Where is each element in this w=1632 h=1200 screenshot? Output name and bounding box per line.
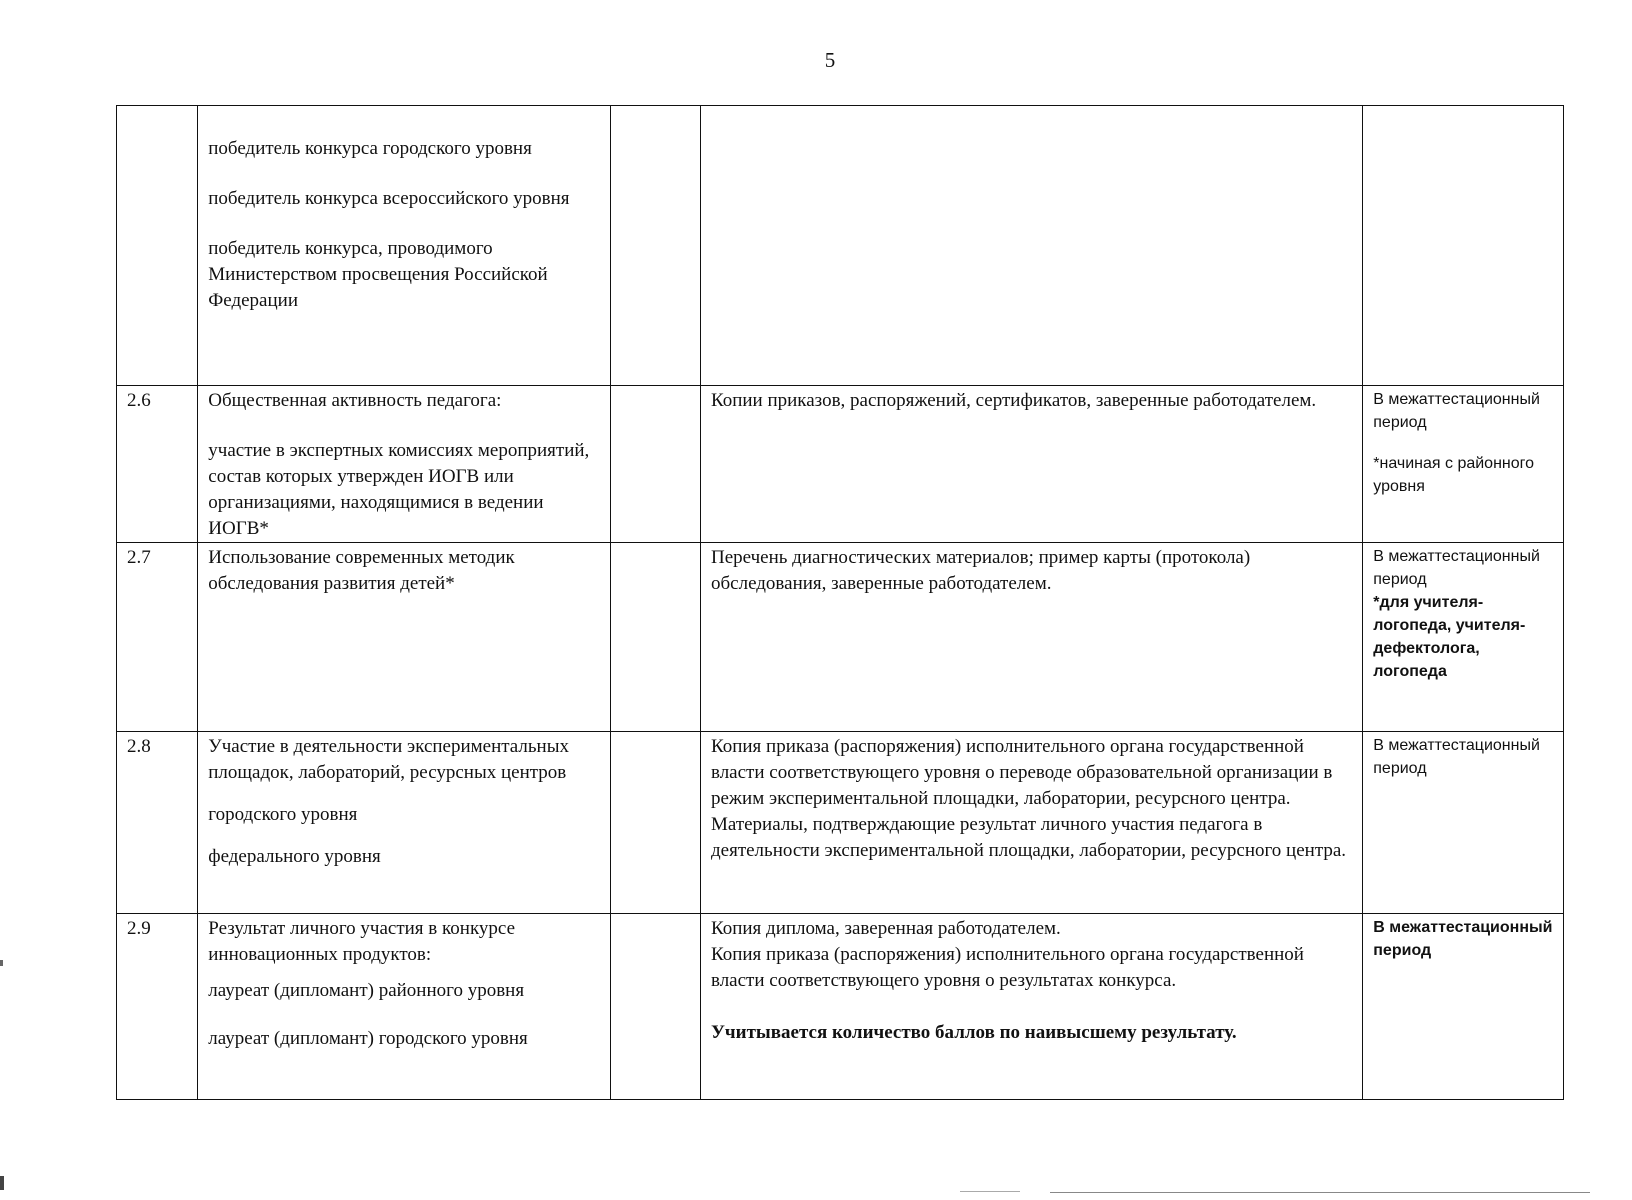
scan-edge-mark — [0, 1176, 4, 1190]
table-row — [117, 732, 1564, 914]
score-cell — [610, 386, 700, 543]
criteria-item: участие в экспертных комиссиях мероприятий, состав которых утвержден ИОГВ или организациями, находящимися в ведении ИОГВ* — [208, 440, 590, 539]
scan-edge-mark — [0, 960, 3, 966]
period-note: *начиная с районного уровня — [1373, 455, 1535, 495]
scan-artifact-line — [1050, 1192, 1590, 1193]
criteria-item: федерального уровня — [208, 846, 381, 867]
period-note: *для учителя-логопеда, учителя-дефектолога, логопеда — [1373, 594, 1526, 680]
criteria-title: Участие в деятельности экспериментальных площадок, лабораторий, ресурсных центров — [208, 736, 569, 783]
criteria-title: Общественная активность педагога: — [208, 390, 502, 411]
period-cell — [1363, 543, 1564, 732]
criteria-item: лауреат (дипломант) городского уровня — [208, 1028, 528, 1049]
table-row — [117, 106, 1564, 386]
score-cell — [610, 106, 700, 386]
documents-cell — [700, 543, 1362, 732]
criteria-cell — [198, 386, 610, 543]
page-number: 5 — [824, 48, 836, 72]
criteria-item: победитель конкурса, проводимого Министерством просвещения Российской Федерации — [208, 238, 548, 311]
period-cell — [1363, 386, 1564, 543]
criteria-item: городского уровня — [208, 804, 358, 825]
row-number-cell — [117, 106, 198, 386]
criteria-item: победитель конкурса всероссийского уровня — [208, 188, 570, 209]
document-text: Материалы, подтверждающие результат личного участия педагога в деятельности экспериментальной площадки, лаборатории, ресурсного центра. — [710, 814, 1347, 861]
period-text: В межаттестационный период — [1373, 919, 1553, 959]
criteria-cell — [198, 106, 610, 386]
period-cell — [1363, 106, 1564, 386]
table-row — [117, 386, 1564, 543]
score-cell — [610, 543, 700, 732]
criteria-table — [116, 105, 1564, 1100]
documents-cell — [700, 914, 1362, 1100]
criteria-title: Результат личного участия в конкурсе инновационных продуктов: — [208, 918, 516, 965]
scan-artifact-line — [960, 1191, 1020, 1192]
document-text: Копия приказа (распоряжения) исполнительного органа государственной власти соответствующего уровня о результатах конкурса. — [710, 944, 1304, 991]
table-row — [117, 914, 1564, 1100]
criteria-item: лауреат (дипломант) районного уровня — [208, 980, 525, 1001]
criteria-cell — [198, 543, 610, 732]
period-text: В межаттестационный период — [1373, 548, 1540, 588]
period-text: В межаттестационный период — [1373, 391, 1540, 431]
period-cell — [1363, 914, 1564, 1100]
documents-cell — [700, 386, 1362, 543]
table-row — [117, 543, 1564, 732]
document-text: Копия диплома, заверенная работодателем. — [710, 918, 1061, 939]
criteria-title: Использование современных методик обследования развития детей* — [208, 547, 515, 594]
row-number-cell: 2.7 — [117, 543, 198, 732]
document-text: Копии приказов, распоряжений, сертификатов, заверенные работодателем. — [710, 390, 1317, 411]
criteria-cell — [198, 732, 610, 914]
document-text: Копия приказа (распоряжения) исполнительного органа государственной власти соответствующего уровня о переводе образовательной организации в режим экспериментальной площадки, лаборатории, ресурсного центра. — [710, 736, 1333, 809]
period-text: В межаттестационный период — [1373, 737, 1540, 777]
period-cell — [1363, 732, 1564, 914]
row-number-cell: 2.9 — [117, 914, 198, 1100]
documents-cell — [700, 106, 1362, 386]
documents-cell — [700, 732, 1362, 914]
document-text: Перечень диагностических материалов; пример карты (протокола) обследования, заверенные работодателем. — [710, 547, 1251, 594]
score-cell — [610, 914, 700, 1100]
score-cell — [610, 732, 700, 914]
row-number-cell: 2.8 — [117, 732, 198, 914]
criteria-cell — [198, 914, 610, 1100]
document-note: Учитывается количество баллов по наивысшему результату. — [710, 1022, 1237, 1043]
criteria-item: победитель конкурса городского уровня — [208, 138, 532, 159]
row-number-cell: 2.6 — [117, 386, 198, 543]
